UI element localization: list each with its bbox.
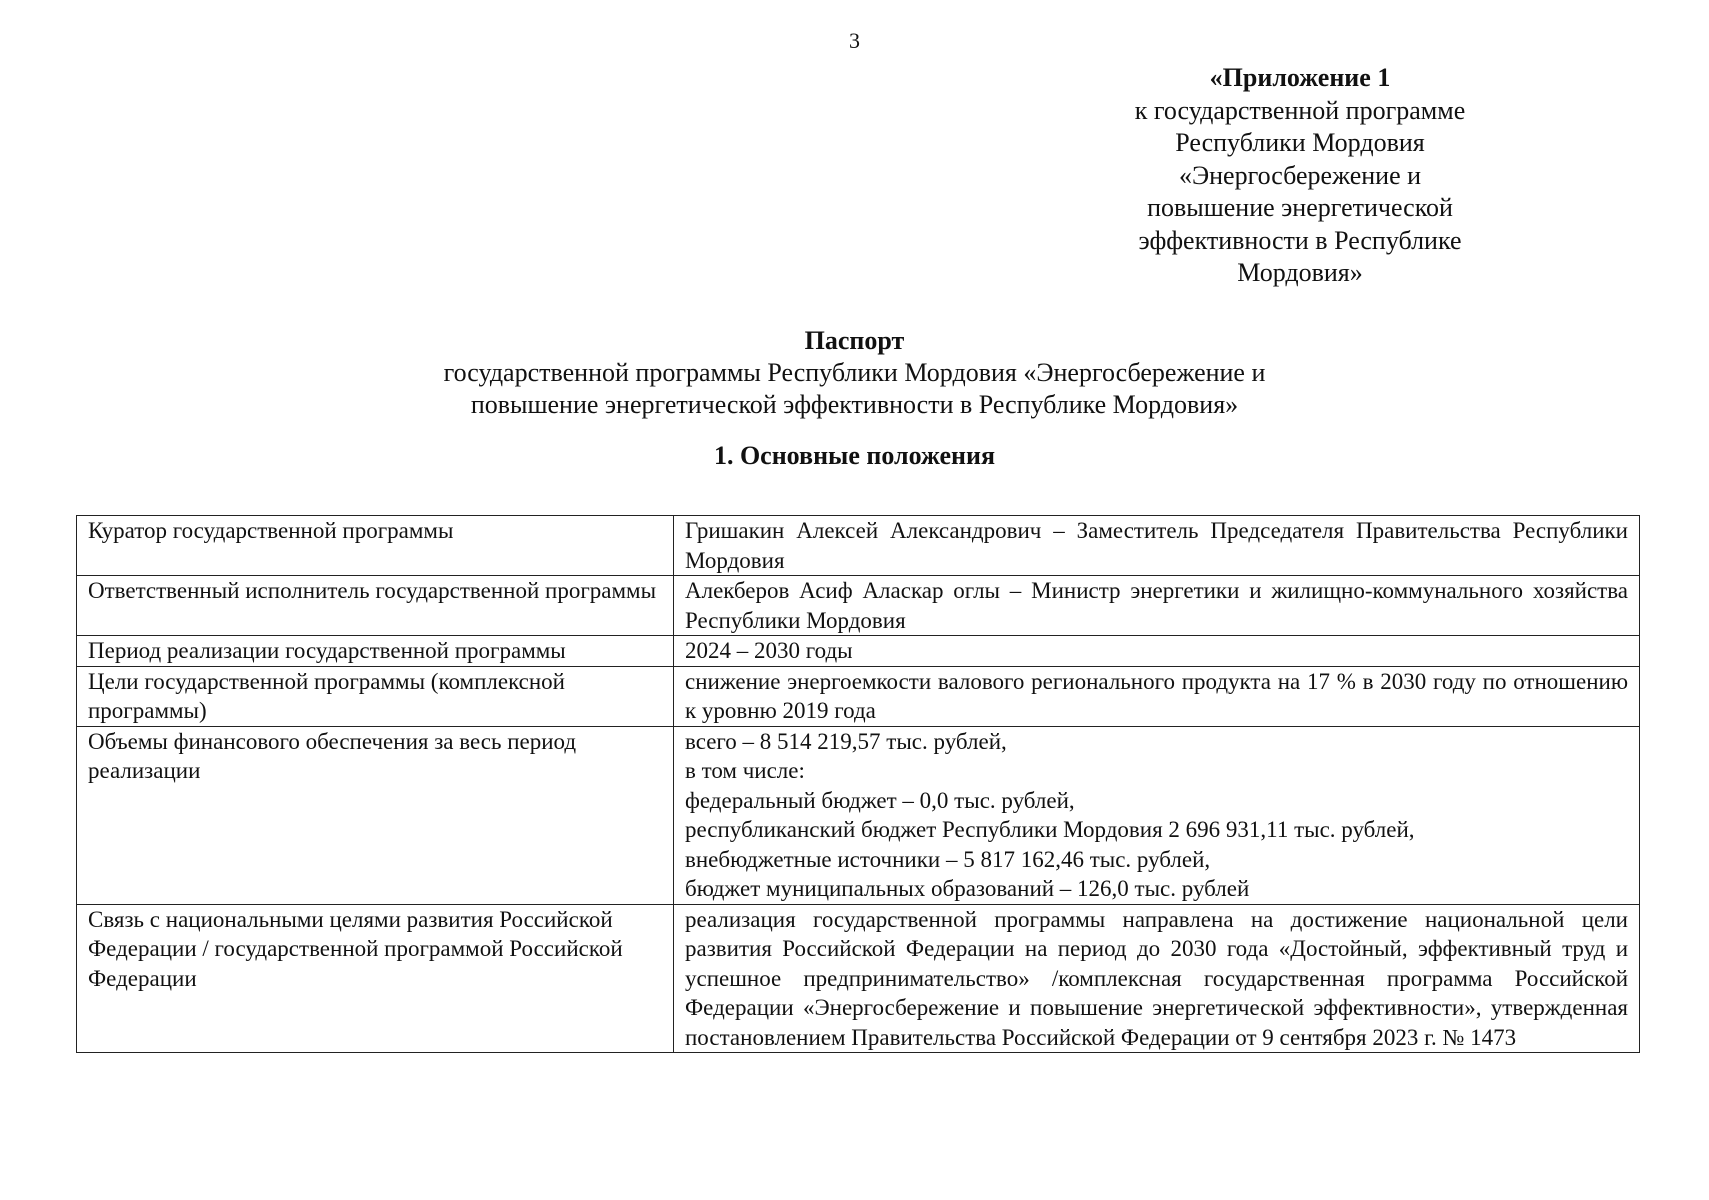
passport-subtitle-line: повышение энергетической эффективности в Республике Мордовия» (470, 390, 1239, 419)
passport-heading (0, 325, 1709, 421)
appendix-line: повышение энергетической (1147, 193, 1453, 222)
passport-table (76, 515, 1640, 1053)
table-row (77, 726, 1640, 904)
table-row (77, 516, 1640, 576)
row-value: Алекберов Асиф Аласкар оглы – Министр энергетики и жилищно-коммунального хозяйства Республики Мордовия (674, 576, 1640, 636)
row-value: снижение энергоемкости валового регионального продукта на 17 % в 2030 году по отношению к уровню 2019 года (674, 666, 1640, 726)
row-value: Гришакин Алексей Александрович – Заместитель Председателя Правительства Республики Мордовия (674, 516, 1640, 576)
funding-line: в том числе: (685, 758, 805, 783)
appendix-line: к государственной программе (1134, 95, 1466, 125)
passport-title: Паспорт (804, 326, 905, 355)
table-row (77, 636, 1640, 667)
appendix-line: Республики Мордовия (1175, 128, 1425, 157)
row-label: Куратор государственной программы (77, 516, 674, 576)
page-number: 3 (849, 28, 860, 53)
row-label: Ответственный исполнитель государственной программы (77, 576, 674, 636)
appendix-title: «Приложение 1 (1209, 63, 1391, 92)
row-label: Объемы финансового обеспечения за весь период реализации (77, 726, 674, 904)
funding-line: внебюджетные источники – 5 817 162,46 тыс. рублей, (685, 846, 1211, 872)
row-label: Цели государственной программы (комплексной программы) (77, 666, 674, 726)
section-title: 1. Основные положения (713, 441, 996, 470)
appendix-header (1090, 62, 1510, 290)
row-value: 2024 – 2030 годы (674, 636, 1640, 667)
funding-line: федеральный бюджет – 0,0 тыс. рублей, (685, 787, 1075, 813)
table-row (77, 666, 1640, 726)
appendix-line: эффективности в Республике (1138, 225, 1462, 255)
funding-line: бюджет муниципальных образований – 126,0 тыс. рублей (685, 876, 1250, 901)
appendix-line: «Энергосбережение и (1178, 160, 1422, 190)
appendix-line: Мордовия» (1237, 258, 1363, 287)
passport-subtitle-line: государственной программы Республики Мордовия «Энергосбережение и (443, 358, 1266, 387)
row-value-funding (674, 726, 1640, 904)
funding-line: всего – 8 514 219,57 тыс. рублей, (685, 728, 1007, 754)
row-value: реализация государственной программы направлена на достижение национальной цели развития Российской Федерации на период до 2030 года «Достойный, эффективный труд и успешное предпринимательство» /комплексная государственная программа Российской Федерации «Энергосбережение и повышение энергетической эффективности», утвержденная постановлением Правительства Российской Федерации от 9 сентября 2023 г. № 1473 (674, 904, 1640, 1053)
table-row (77, 904, 1640, 1053)
row-label: Период реализации государственной программы (77, 636, 674, 667)
funding-line: республиканский бюджет Республики Мордовия 2 696 931,11 тыс. рублей, (685, 817, 1415, 842)
row-label: Связь с национальными целями развития Российской Федерации / государственной программой Российской Федерации (77, 904, 674, 1053)
table-row (77, 576, 1640, 636)
